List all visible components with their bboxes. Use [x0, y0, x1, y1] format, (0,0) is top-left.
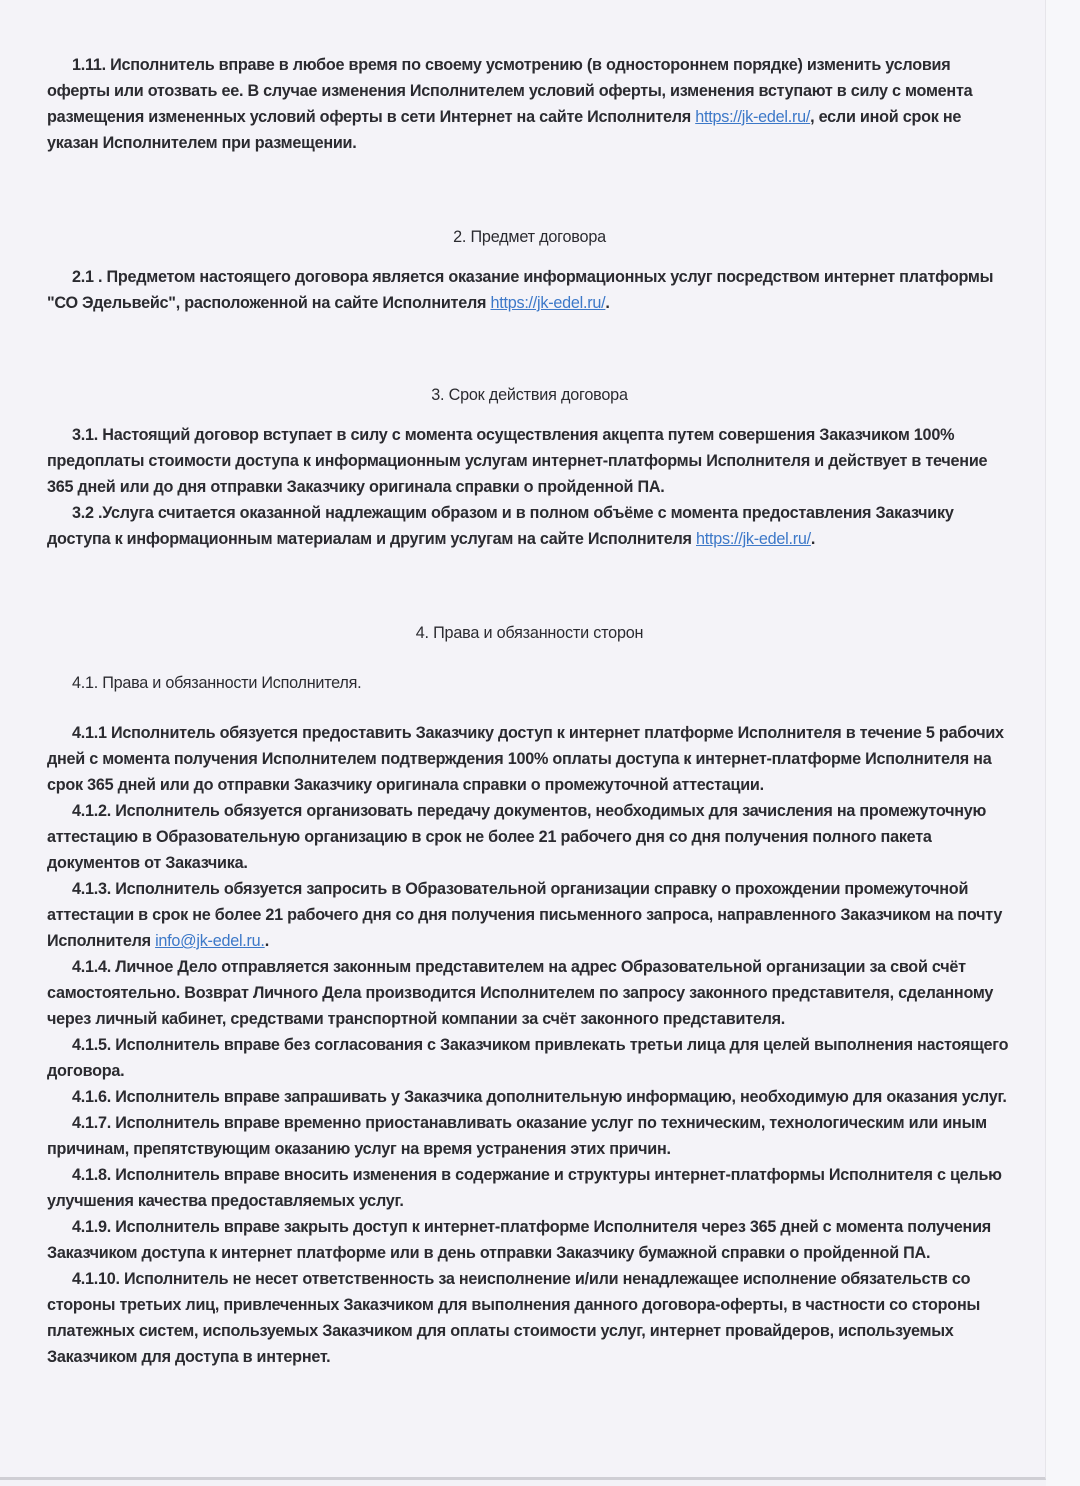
clause-4-1-9: 4.1.9. Исполнитель вправе закрыть доступ к интернет-платформе Исполнителя через 365 дней с момента получения Заказчиком доступа к интернет платформе или в день отправки Заказчику бумажной справки о пройденной ПА.: [47, 1218, 991, 1262]
site-link[interactable]: https://jk-edel.ru/: [696, 530, 811, 548]
clause-4-1-3-text: 4.1.3. Исполнитель обязуется запросить в Образовательной организации справку о прохождении промежуточной аттестации в срок не более 21 рабочего дня со дня получения письменного запроса, направленного Заказчиком на почту Исполнителя: [47, 880, 1003, 950]
clause-1-11-tail: , если иной срок не указан Исполнителем при размещении.: [47, 108, 962, 152]
clause-4-1-3: [47, 876, 1012, 954]
clause-4-1-8: 4.1.8. Исполнитель вправе вносить изменения в содержание и структуры интернет-платформы Исполнителя с целью улучшения качества предоставляемых услуг.: [47, 1166, 1002, 1210]
clause-2-1-text: 2.1 . Предметом настоящего договора является оказание информационных услуг посредством интернет платформы "СО Эдельвейс", расположенной на сайте Исполнителя: [47, 268, 994, 312]
section-4-title: 4. Права и обязанности сторон: [415, 624, 644, 642]
clause-4-1-6: 4.1.6. Исполнитель вправе запрашивать у Заказчика дополнительную информацию, необходимую для оказания услуг.: [72, 1088, 1007, 1106]
document-body: [47, 52, 1012, 1370]
email-link[interactable]: info@jk-edel.ru.: [155, 932, 265, 950]
site-link[interactable]: https://jk-edel.ru/: [695, 108, 811, 126]
section-3-title: 3. Срок действия договора: [431, 386, 628, 404]
scan-margin: [1046, 0, 1080, 1486]
subsection-4-1-title: 4.1. Права и обязанности Исполнителя.: [72, 674, 362, 692]
clause-4-1-5: 4.1.5. Исполнитель вправе без согласования с Заказчиком привлекать третьи лица для целей выполнения настоящего договора.: [47, 1036, 1009, 1080]
clause-1-11: [47, 52, 1012, 156]
clause-4-1-4: 4.1.4. Личное Дело отправляется законным представителем на адрес Образовательной организации за свой счёт самостоятельно. Возврат Личного Дела производится Исполнителем по запросу законного представителя, сделанному через личный кабинет, средствами транспортной компании за счёт законного представителя.: [47, 958, 994, 1028]
clause-3-2-text: 3.2 .Услуга считается оказанной надлежащим образом и в полном объёме с момента предоставления Заказчику доступа к информационным материалам и другим услугам на сайте Исполнителя: [47, 504, 954, 548]
clause-3-2: [47, 500, 1012, 552]
clause-2-1: [47, 264, 1012, 316]
section-2-title: 2. Предмет договора: [453, 228, 606, 246]
clause-4-1-10: 4.1.10. Исполнитель не несет ответственность за неисполнение и/или ненадлежащее исполнение обязательств со стороны третьих лиц, привлеченных Заказчиком для выполнения данного договора-оферты, в частности со стороны платежных систем, используемых Заказчиком для оплаты стоимости услуг, интернет провайдеров, используемых Заказчиком для доступа в интернет.: [47, 1270, 981, 1366]
clause-4-1-7: 4.1.7. Исполнитель вправе временно приостанавливать оказание услуг по техническим, технологическим или иным причинам, препятствующим оказанию услуг на время устранения этих причин.: [47, 1114, 987, 1158]
clause-3-1: 3.1. Настоящий договор вступает в силу с момента осуществления акцепта путем совершения Заказчиком 100% предоплаты стоимости доступа к информационным услугам интернет-платформы Исполнителя и действует в течение 365 дней или до дня отправки Заказчику оригинала справки о пройденной ПА.: [47, 426, 988, 496]
clause-4-1-3-tail: .: [264, 932, 269, 950]
clause-2-1-tail: .: [605, 294, 610, 312]
clause-3-2-tail: .: [810, 530, 816, 548]
site-link[interactable]: https://jk-edel.ru/: [490, 294, 606, 312]
clause-4-1-2: 4.1.2. Исполнитель обязуется организовать передачу документов, необходимых для зачисления на промежуточную аттестацию в Образовательную организацию в срок не более 21 рабочего дня со дня получения полного пакета документов от Заказчика.: [47, 802, 987, 872]
clause-4-1-1: 4.1.1 Исполнитель обязуется предоставить Заказчику доступ к интернет платформе Исполнителя в течение 5 рабочих дней с момента получения Исполнителем подтверждения 100% оплаты доступа к интернет-платформе Исполнителя на срок 365 дней или до отправки Заказчику оригинала справки о промежуточной аттестации.: [47, 724, 1004, 794]
clause-1-11-text: 1.11. Исполнитель вправе в любое время по своему усмотрению (в одностороннем порядке) изменить условия оферты или отозвать ее. В случае изменения Исполнителем условий оферты, изменения вступают в силу с момента размещения измененных условий оферты в сети Интернет на сайте Исполнителя: [47, 56, 973, 126]
